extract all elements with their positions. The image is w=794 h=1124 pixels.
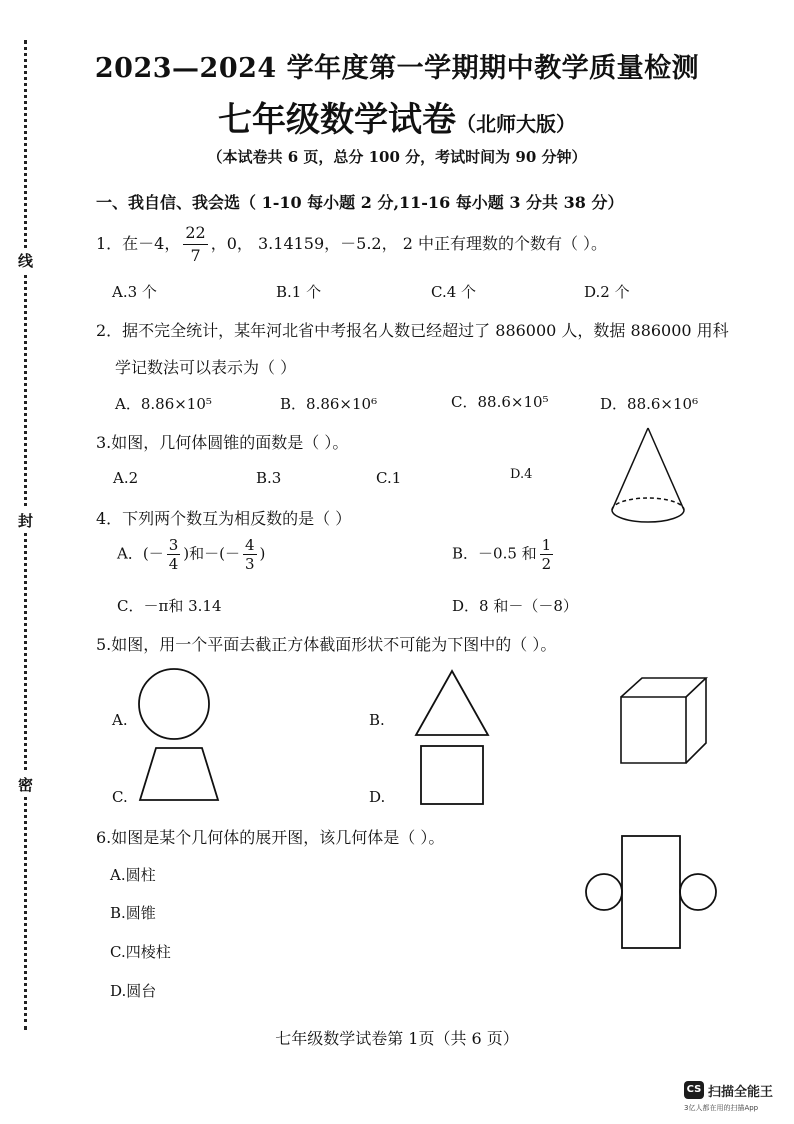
q3-option-d[interactable]: D.4 (510, 467, 533, 482)
q1-option-b[interactable]: B.1 个 (276, 283, 322, 301)
q1-option-d[interactable]: D.2 个 (584, 283, 630, 301)
question-6: 6.如图是某个几何体的展开图，该几何体是（ ）。 (96, 828, 445, 847)
q1-option-c[interactable]: C.4 个 (431, 283, 477, 301)
q3-option-c[interactable]: C.1 (376, 469, 402, 487)
question-2-line1: 2．据不完全统计，某年河北省中考报名人数已经超过了 886000 人，数据 886000 用科 (96, 321, 729, 340)
q5-label-d[interactable]: D. (369, 788, 386, 806)
scanner-brand: 扫描全能王 (708, 1085, 774, 1100)
subject-name: 七年级数学试卷 (218, 100, 456, 140)
q3-option-b[interactable]: B.3 (256, 469, 282, 487)
question-1 (96, 222, 607, 267)
q6-option-c[interactable]: C.四棱柱 (110, 943, 171, 961)
binding-dotted-line (24, 40, 27, 1030)
q2-option-b[interactable]: B．8.86×10⁶ (280, 395, 378, 413)
q2-option-d[interactable]: D．88.6×10⁶ (600, 395, 699, 413)
q1-fraction: $\frac{22}{7}$ (185, 223, 206, 265)
section-heading: 一、我自信、我会选（ 1-10 每小题 2 分,11-16 每小题 3 分共 38 分） (96, 193, 624, 212)
margin-mark-line: 线 (18, 248, 33, 273)
q2-option-c[interactable]: C．88.6×10⁵ (451, 393, 549, 411)
margin-mark-secret: 密 (18, 772, 33, 797)
q3-option-a[interactable]: A.2 (113, 469, 139, 487)
camscanner-logo-icon: CS (684, 1081, 704, 1099)
q5-label-a[interactable]: A. (112, 711, 128, 729)
page-footer: 七年级数学试卷第 1页（共 6 页） (275, 1029, 519, 1048)
q1-option-a[interactable]: A.3 个 (112, 283, 157, 301)
question-4: 4．下列两个数互为相反数的是（ ） (96, 509, 352, 528)
question-3: 3.如图，几何体圆锥的面数是（ ）。 (96, 433, 349, 452)
question-2-line2: 学记数法可以表示为（ ） (115, 358, 297, 377)
circle-shape-figure (136, 666, 212, 742)
exam-note: （本试卷共 6 页，总分 100 分，考试时间为 90 分钟） (207, 148, 587, 166)
q4-option-d[interactable]: D．8 和－（－8） (452, 597, 578, 615)
exam-subject-title (0, 92, 794, 141)
q6-option-b[interactable]: B.圆锥 (110, 904, 156, 922)
q1-text-pre: 1．在－4， (96, 234, 181, 253)
q1-text-post: ，0， 3.14159，－5.2， 2 中正有理数的个数有（ ）。 (210, 234, 608, 253)
cylinder-net-figure (584, 832, 718, 952)
q5-label-c[interactable]: C. (112, 788, 128, 806)
q4-option-c[interactable]: C．－π和 3.14 (117, 597, 222, 615)
q4b-fraction: $\frac{1}{2}$ (541, 536, 552, 573)
cone-figure (600, 424, 696, 528)
q6-option-d[interactable]: D.圆台 (110, 982, 157, 1000)
q2-option-a[interactable]: A．8.86×10⁵ (115, 395, 212, 413)
q4a-fraction-2: $\frac{4}{3}$ (244, 536, 255, 573)
trapezoid-shape-figure (136, 744, 222, 804)
scanner-tagline: 3亿人都在用的扫描App (684, 1104, 759, 1112)
q5-label-b[interactable]: B. (369, 711, 385, 729)
q4-option-b[interactable]: B．－0.5 和 $\frac{1}{2}$ (452, 536, 552, 573)
edition-label: （北师大版） (456, 112, 576, 136)
question-5: 5.如图，用一个平面去截正方体截面形状不可能为下图中的（ ）。 (96, 635, 557, 654)
exam-title: 2023—2024 学年度第一学期期中教学质量检测 (94, 53, 700, 84)
cube-figure (616, 675, 712, 767)
margin-mark-seal: 封 (18, 508, 33, 533)
q4-option-a[interactable]: A．(－ $\frac{3}{4}$ )和－(－ $\frac{4}{3}$ ) (117, 536, 266, 573)
triangle-shape-figure (412, 668, 492, 738)
q4a-fraction-1: $\frac{3}{4}$ (168, 536, 179, 573)
square-shape-figure (418, 743, 486, 807)
q6-option-a[interactable]: A.圆柱 (110, 866, 156, 884)
